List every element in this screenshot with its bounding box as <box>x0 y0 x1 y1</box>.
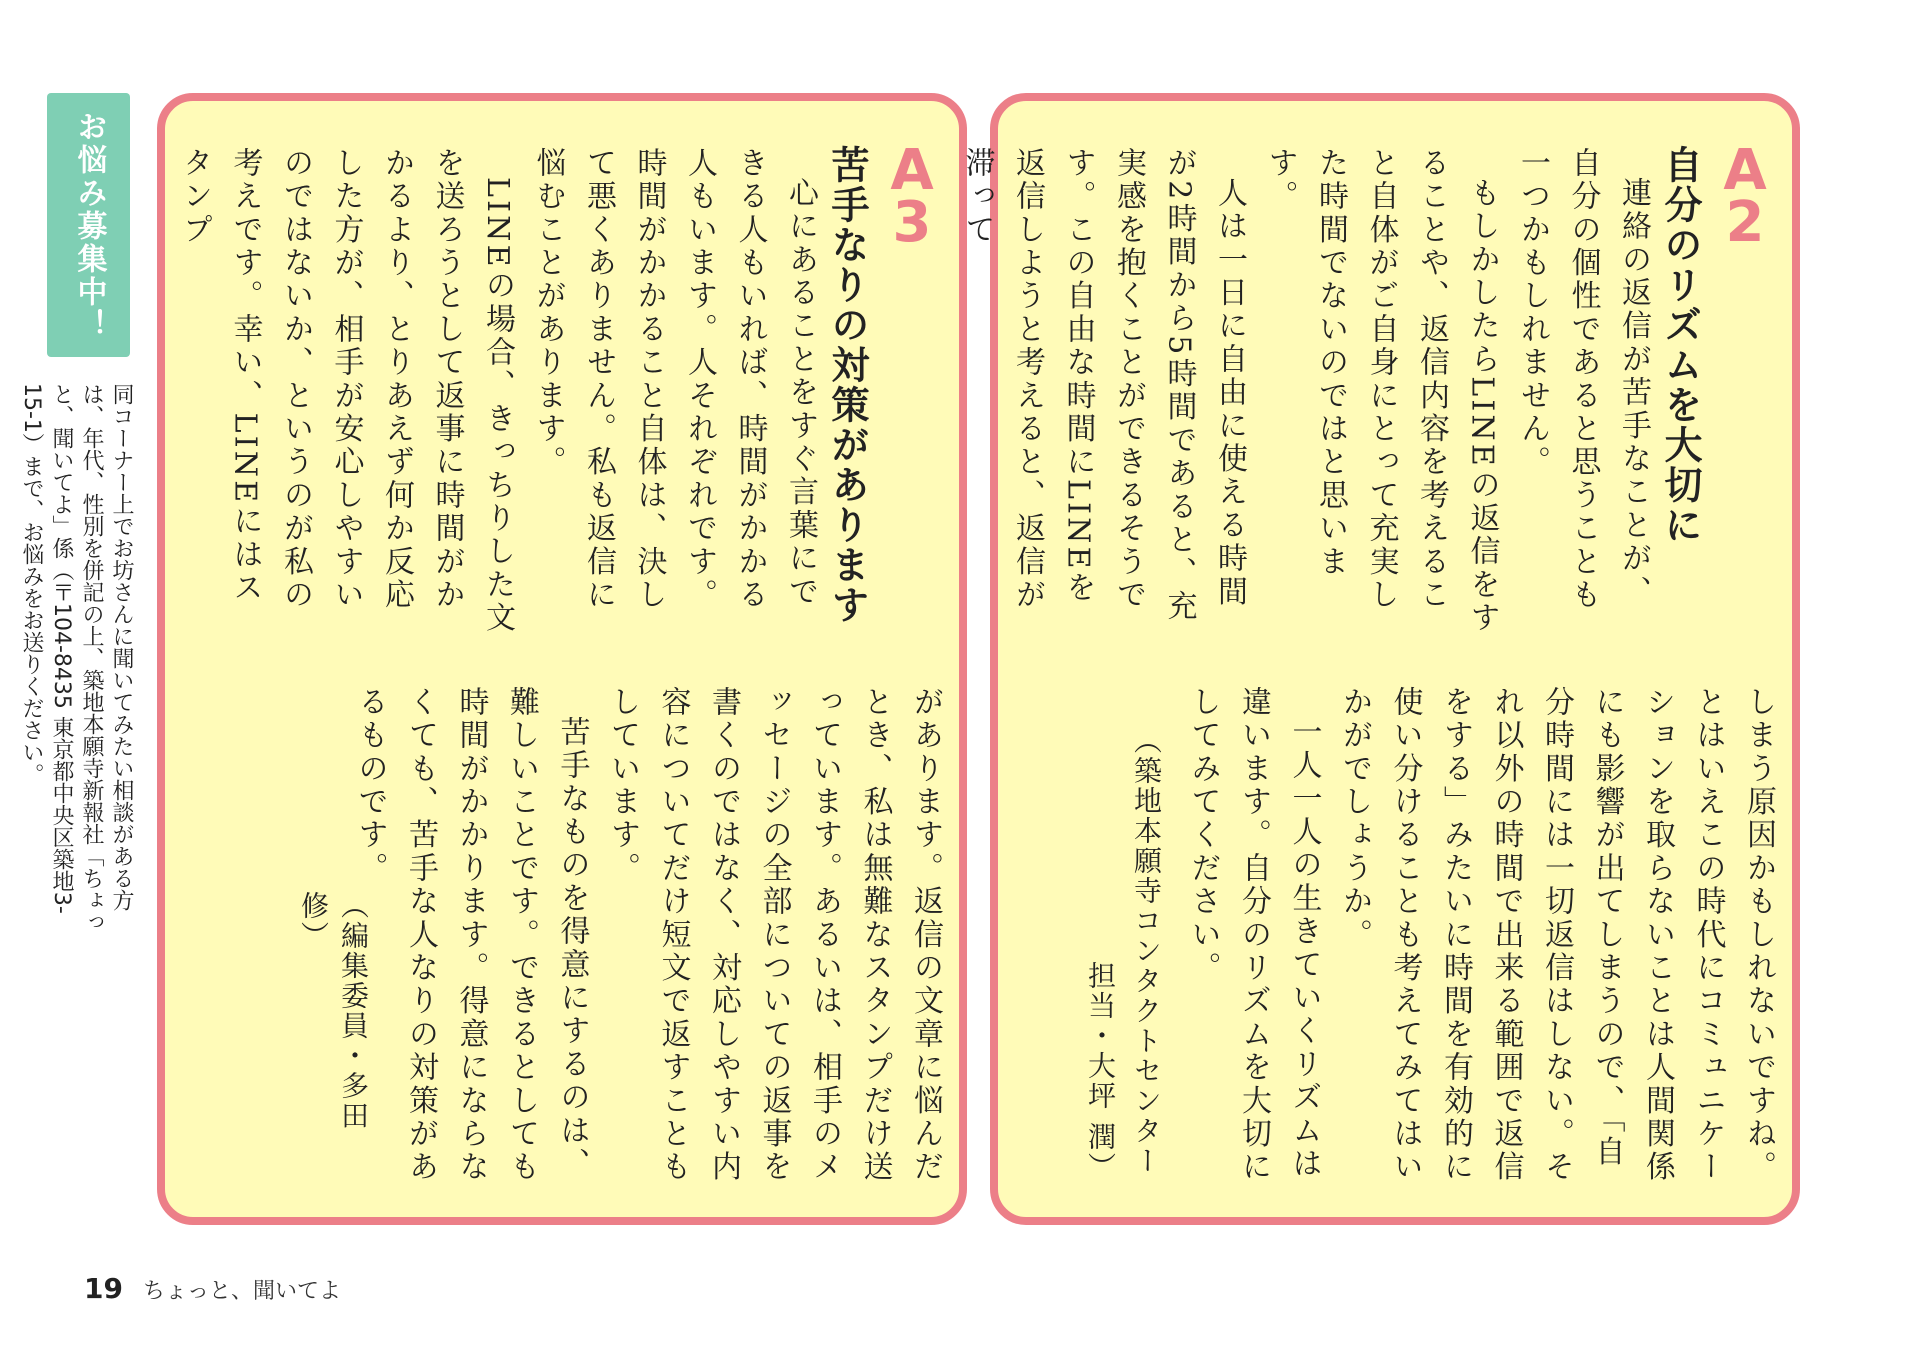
magazine-title: ちょっと、聞いてよ <box>142 1279 341 1304</box>
paragraph: 一人一人の生きていくリズムは違います。自分のリズムを大切にしてみてください。 <box>1185 686 1322 1184</box>
answer-box-a2 <box>959 93 1800 1225</box>
signature-org-a2: （築地本願寺コンタクトセンター <box>1130 726 1163 1176</box>
answer-heading-a2: 自分のリズムを大切に <box>1658 145 1703 545</box>
signature-name-a2: 担当・大坪 潤） <box>1084 961 1117 1182</box>
paragraph: LINEの場合、きっちりした文を送ろうとして返事に時間がかかるより、とりあえず何か反応した方が、相手が安心しやすいのではないか、というのが私の考えです。幸い、LINEにはスタンプ <box>177 147 515 635</box>
paragraph: があります。返信の文章に悩んだとき、私は無難なスタンプだけ送っています。あるいは、相手のメッセージの全部についての返事を書くのではなく、対応しやすい内容についてだけ短文で返すこともしています。 <box>605 686 943 1184</box>
answer-number-a2 <box>1713 138 1777 255</box>
answer-digit: 2 <box>1725 190 1765 255</box>
page-footer <box>84 1272 341 1305</box>
recruitment-tab-label: お悩み募集中！ <box>71 111 107 342</box>
signature-a3: （編集委員・多田 修） <box>297 891 370 1131</box>
paragraph: 連絡の返信が苦手なことが、自分の個性であると思うことも一つかもしれません。 <box>1515 147 1651 612</box>
answer-heading-a3: 苦手なりの対策があります <box>825 145 870 625</box>
paragraph: 苦手なものを得意にするのは、難しいことです。できるとしても時間がかかります。得意にならなくても、苦手な人なりの対策があるものです。 <box>352 686 590 1184</box>
paragraph: 人は一日に自由に使える時間が2時間から5時間であると、充実感を抱くことができるそうです。この自由な時間にLINEを返信しようと考えると、返信が滞って <box>959 147 1247 624</box>
answer-number-a3 <box>880 138 944 255</box>
answer-letter: A <box>890 138 934 203</box>
answer-body-top-a3 <box>177 147 825 637</box>
paragraph: 心にあることをすぐ言葉にできる人もいれば、時間がかかる人もいます。人それぞれです。時間がかかること自体は、決して悪くありません。私も返信に悩むことがあります。 <box>530 147 818 612</box>
answer-box-a3 <box>157 93 967 1225</box>
answer-digit: 3 <box>892 190 932 255</box>
answer-body-top-a2 <box>959 147 1658 637</box>
recruitment-tab <box>47 93 130 357</box>
recruitment-note: 同コーナー上でお坊さんに聞いてみたい相談がある方は、年代、性別を併記の上、築地本願寺新報社「ちょっと、聞いてよ」係（〒104-8435 東京都中央区築地3-15-1）まで、お悩みをお送りください。 <box>19 383 134 933</box>
answer-letter: A <box>1723 138 1767 203</box>
paragraph: もしかしたらLINEの返信をすることや、返信内容を考えること自体がご自身にとって充実した時間でないのではと思います。 <box>1262 147 1500 635</box>
paragraph: しまう原因かもしれないですね。とはいえこの時代にコミュニケーションを取らないことは人間関係にも影響が出てしまうので、「自分時間には一切返信はしない。それ以外の時間で出来る範囲で返信をする」みたいに時間を有効的に使い分けることも考えてみてはいかがでしょうか。 <box>1337 686 1776 1184</box>
answer-body-bottom-a3 <box>352 686 950 1186</box>
answer-body-bottom-a2 <box>1185 686 1783 1186</box>
page-number: 19 <box>84 1272 123 1305</box>
